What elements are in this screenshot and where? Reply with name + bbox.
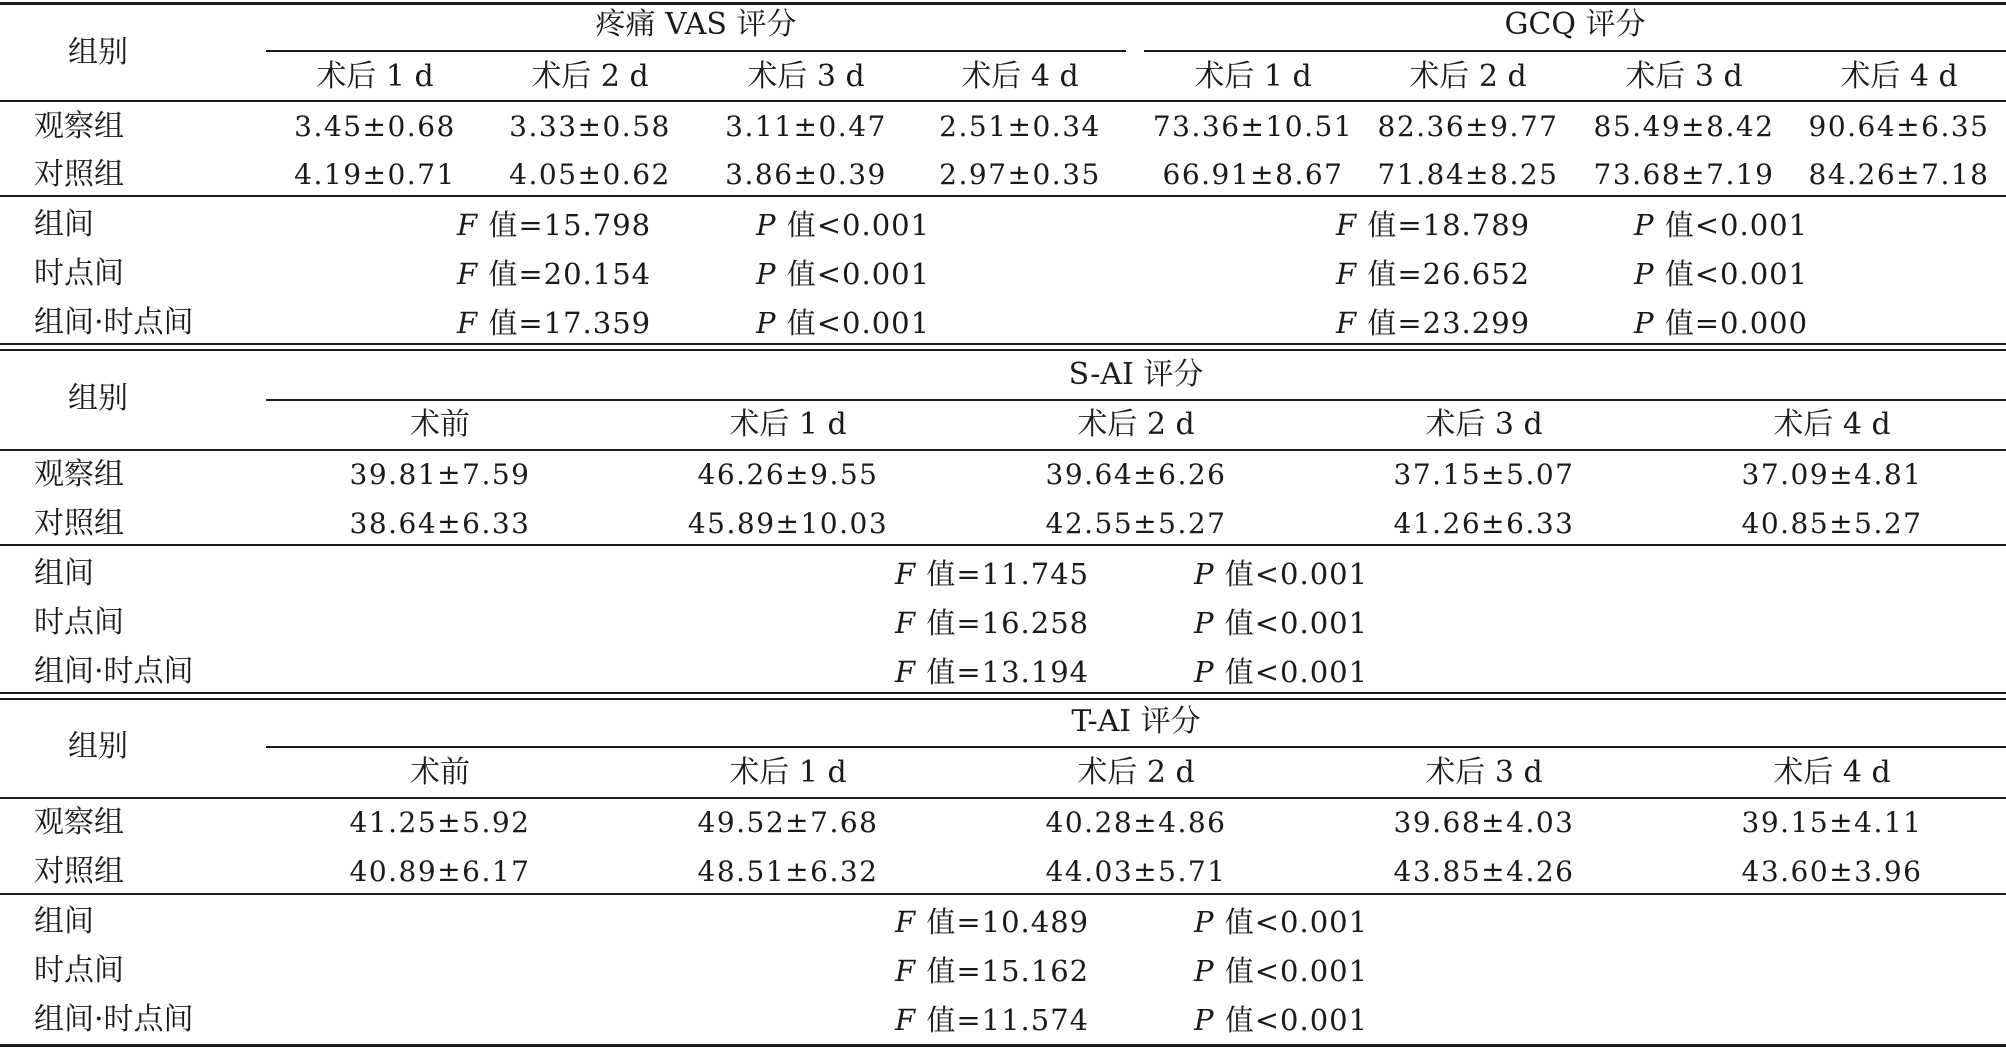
sai-p-between: P 值<0.001 [1194, 557, 1369, 591]
vas-ctrl-day1: 4.19±0.71 [294, 158, 456, 191]
effect-label-time: 时点间 [34, 256, 124, 291]
tai-col-day1: 术后 1 d [729, 755, 847, 790]
tai-f-interaction: F 值=11.574 [895, 1003, 1090, 1037]
row-label-obs: 观察组 [34, 457, 124, 492]
row-label-obs: 观察组 [34, 805, 124, 840]
tai-obs-day3: 39.68±4.03 [1393, 806, 1575, 839]
sai-col-day2: 术后 2 d [1077, 407, 1195, 442]
sai-obs-day1: 46.26±9.55 [697, 458, 879, 491]
tai-obs-day2: 40.28±4.86 [1045, 806, 1227, 839]
vas-col-day1: 术后 1 d [316, 59, 434, 94]
gcq-f-between: F 值=18.789 [1336, 208, 1531, 242]
vas-f-interaction: F 值=17.359 [457, 306, 652, 340]
vas-obs-day2: 3.33±0.58 [509, 110, 671, 143]
vas-obs-day3: 3.11±0.47 [725, 110, 887, 143]
effect-label-time: 时点间 [34, 953, 124, 988]
sai-col-day3: 术后 3 d [1425, 407, 1543, 442]
row-label-obs: 观察组 [34, 109, 124, 144]
gcq-ctrl-day2: 71.84±8.25 [1377, 158, 1559, 191]
bottom-rule [0, 1044, 2006, 1047]
s1-end-rule-b [0, 349, 2006, 351]
tai-f-time: F 值=15.162 [895, 954, 1090, 988]
vas-col-day2: 术后 2 d [531, 59, 649, 94]
sai-p-time: P 值<0.001 [1194, 606, 1369, 640]
vas-obs-day4: 2.51±0.34 [939, 110, 1101, 143]
gcq-ctrl-day4: 84.26±7.18 [1808, 158, 1990, 191]
tai-f-between: F 值=10.489 [895, 905, 1090, 939]
s2-end-rule-a [0, 692, 2006, 694]
sai-obs-day2: 39.64±6.26 [1045, 458, 1227, 491]
s1-end-rule-a [0, 343, 2006, 345]
gcq-col-day3: 术后 3 d [1625, 59, 1743, 94]
sai-ctrl-day2: 42.55±5.27 [1045, 507, 1227, 540]
gcq-col-day1: 术后 1 d [1194, 59, 1312, 94]
sai-col-day1: 术后 1 d [729, 407, 847, 442]
sai-ctrl-day4: 40.85±5.27 [1741, 507, 1923, 540]
sai-p-interaction: P 值<0.001 [1194, 655, 1369, 689]
sai-title: S-AI 评分 [1068, 357, 1204, 392]
gcq-underline [1144, 50, 2006, 52]
gcq-ctrl-day1: 66.91±8.67 [1162, 158, 1344, 191]
gcq-p-time: P 值<0.001 [1634, 257, 1809, 291]
vas-f-time: F 值=20.154 [457, 257, 652, 291]
group-header: 组别 [68, 729, 128, 764]
group-header: 组别 [68, 381, 128, 416]
vas-col-day3: 术后 3 d [747, 59, 865, 94]
sai-ctrl-day3: 41.26±6.33 [1393, 507, 1575, 540]
gcq-col-day2: 术后 2 d [1409, 59, 1527, 94]
sai-f-time: F 值=16.258 [895, 606, 1090, 640]
vas-p-between: P 值<0.001 [756, 208, 931, 242]
sai-ctrl-day1: 45.89±10.03 [687, 507, 889, 540]
vas-f-between: F 值=15.798 [457, 208, 652, 242]
sai-f-interaction: F 值=13.194 [895, 655, 1090, 689]
effect-label-between: 组间 [34, 904, 94, 939]
vas-underline [266, 50, 1126, 52]
effect-label-between: 组间 [34, 207, 94, 242]
tai-col-day4: 术后 4 d [1773, 755, 1891, 790]
tai-col-pre: 术前 [410, 755, 470, 790]
vas-p-time: P 值<0.001 [756, 257, 931, 291]
tai-ctrl-pre: 40.89±6.17 [349, 855, 531, 888]
vas-col-day4: 术后 4 d [961, 59, 1079, 94]
tai-p-time: P 值<0.001 [1194, 954, 1369, 988]
sai-obs-day3: 37.15±5.07 [1393, 458, 1575, 491]
effect-label-between: 组间 [34, 556, 94, 591]
sai-f-between: F 值=11.745 [895, 557, 1090, 591]
s2-header-rule [0, 449, 2006, 451]
sai-col-day4: 术后 4 d [1773, 407, 1891, 442]
tai-col-day2: 术后 2 d [1077, 755, 1195, 790]
top-rule [0, 2, 2006, 5]
sai-obs-pre: 39.81±7.59 [349, 458, 531, 491]
s1-data-rule [0, 195, 2006, 197]
s3-header-rule [0, 797, 2006, 799]
gcq-f-time: F 值=26.652 [1336, 257, 1531, 291]
effect-label-interaction: 组间·时点间 [34, 305, 194, 340]
row-label-ctrl: 对照组 [34, 506, 124, 541]
gcq-f-interaction: F 值=23.299 [1336, 306, 1531, 340]
tai-ctrl-day3: 43.85±4.26 [1393, 855, 1575, 888]
gcq-p-between: P 值<0.001 [1634, 208, 1809, 242]
group-header: 组别 [68, 35, 128, 70]
tai-col-day3: 术后 3 d [1425, 755, 1543, 790]
s2-end-rule-b [0, 698, 2006, 700]
vas-p-interaction: P 值<0.001 [756, 306, 931, 340]
gcq-col-day4: 术后 4 d [1840, 59, 1958, 94]
row-label-ctrl: 对照组 [34, 157, 124, 192]
vas-title: 疼痛 VAS 评分 [595, 7, 797, 42]
tai-obs-day1: 49.52±7.68 [697, 806, 879, 839]
gcq-obs-day1: 73.36±10.51 [1152, 110, 1354, 143]
sai-col-pre: 术前 [410, 407, 470, 442]
s2-data-rule [0, 544, 2006, 546]
sai-underline [266, 399, 2006, 401]
effect-label-interaction: 组间·时点间 [34, 654, 194, 689]
tai-p-interaction: P 值<0.001 [1194, 1003, 1369, 1037]
s1-header-rule [0, 100, 2006, 102]
tai-ctrl-day1: 48.51±6.32 [697, 855, 879, 888]
sai-obs-day4: 37.09±4.81 [1741, 458, 1923, 491]
gcq-ctrl-day3: 73.68±7.19 [1593, 158, 1775, 191]
tai-underline [266, 746, 2006, 748]
gcq-obs-day3: 85.49±8.42 [1593, 110, 1775, 143]
vas-ctrl-day2: 4.05±0.62 [509, 158, 671, 191]
gcq-title: GCQ 评分 [1504, 7, 1646, 42]
effect-label-time: 时点间 [34, 605, 124, 640]
effect-label-interaction: 组间·时点间 [34, 1002, 194, 1037]
gcq-p-interaction: P 值=0.000 [1634, 306, 1809, 340]
row-label-ctrl: 对照组 [34, 854, 124, 889]
sai-ctrl-pre: 38.64±6.33 [349, 507, 531, 540]
gcq-obs-day4: 90.64±6.35 [1808, 110, 1990, 143]
tai-ctrl-day2: 44.03±5.71 [1045, 855, 1227, 888]
vas-ctrl-day3: 3.86±0.39 [725, 158, 887, 191]
vas-obs-day1: 3.45±0.68 [294, 110, 456, 143]
tai-p-between: P 值<0.001 [1194, 905, 1369, 939]
vas-ctrl-day4: 2.97±0.35 [939, 158, 1101, 191]
gcq-obs-day2: 82.36±9.77 [1377, 110, 1559, 143]
s3-data-rule [0, 893, 2006, 895]
tai-obs-day4: 39.15±4.11 [1741, 806, 1923, 839]
tai-ctrl-day4: 43.60±3.96 [1741, 855, 1923, 888]
tai-obs-pre: 41.25±5.92 [349, 806, 531, 839]
tai-title: T-AI 评分 [1071, 704, 1201, 739]
